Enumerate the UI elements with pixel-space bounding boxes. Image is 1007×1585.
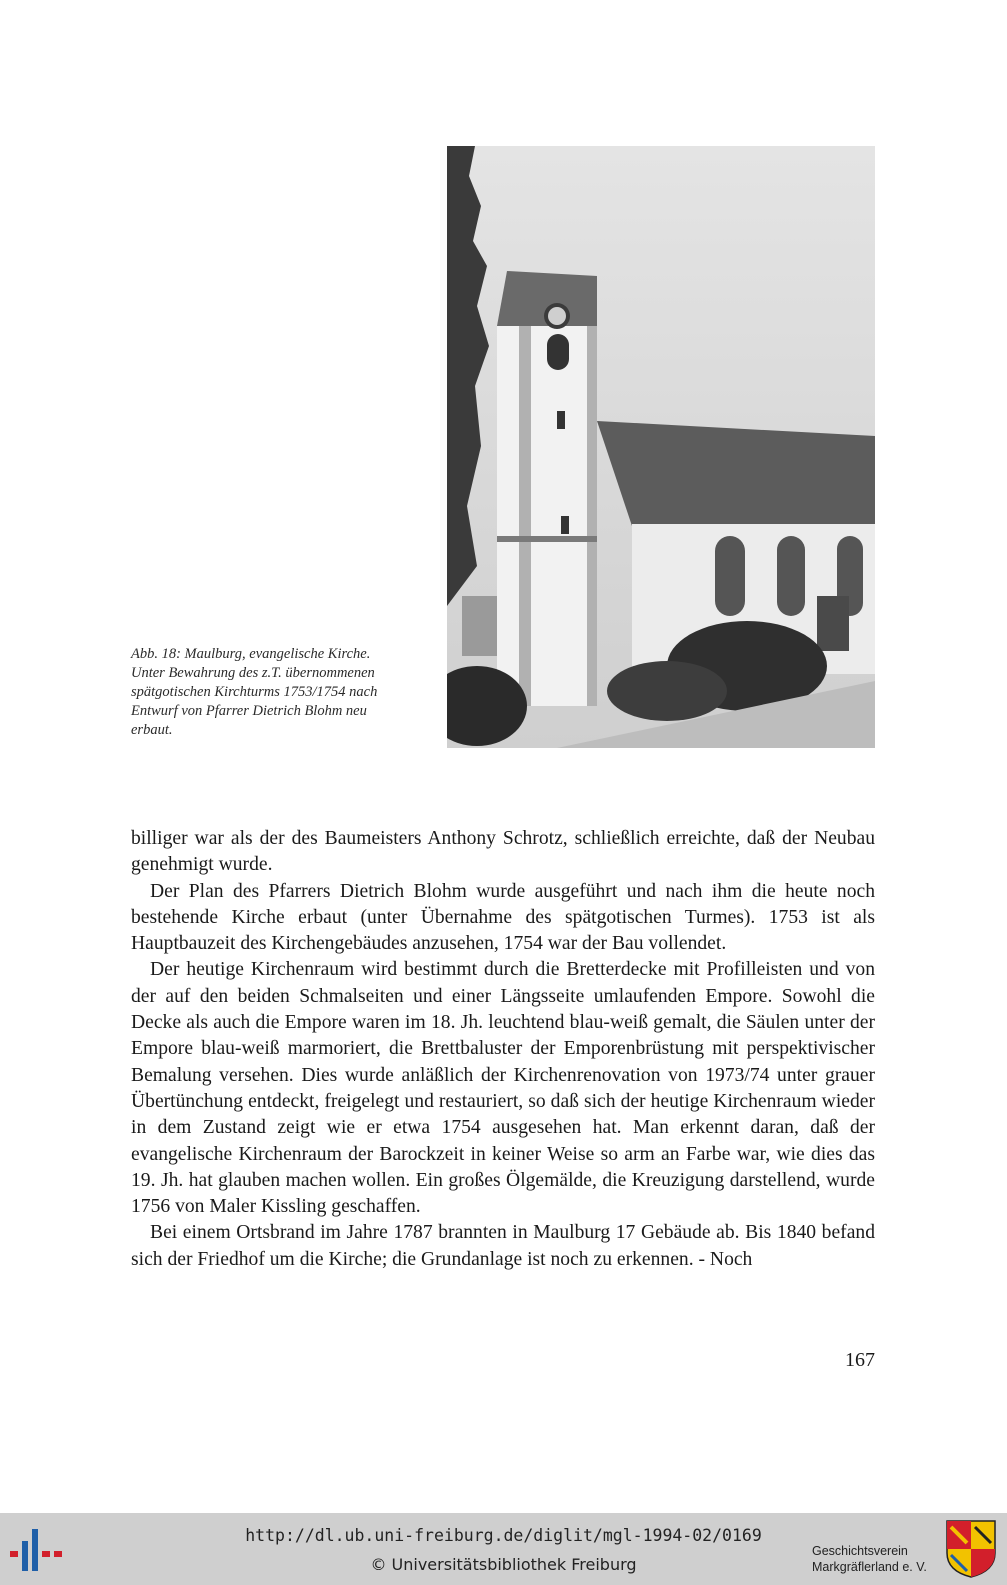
society-name: [812, 1543, 942, 1575]
caption-line: erbaut.: [131, 722, 173, 738]
footer-url-link[interactable]: http://dl.ub.uni-freiburg.de/diglit/mgl-1994-02/0169: [245, 1526, 762, 1545]
society-line: Geschichtsverein: [812, 1544, 908, 1558]
paragraph: Der Plan des Pfarrers Dietrich Blohm wurde ausgeführt und nach ihm die heute noch bestehende Kirche erbaut (unter Übernahme des spätgotischen Turmes). 1753 ist als Hauptbauzeit des Kirchengebäudes anzusehen, 1754 war der Bau vollendet.: [131, 880, 875, 955]
caption-line: spätgotischen Kirchturms 1753/1754 nach: [131, 684, 378, 700]
church-photo: [447, 146, 875, 748]
body-text: [131, 826, 875, 1273]
caption-line: Unter Bewahrung des z.T. übernommenen: [131, 665, 375, 681]
caption-line: Entwurf von Pfarrer Dietrich Blohm neu: [131, 703, 367, 719]
footer-bar: [0, 1513, 1007, 1585]
paragraph: Der heutige Kirchenraum wird bestimmt durch die Bretterdecke mit Profilleisten und von der auf den beiden Schmalseiten und einer Längsseite umlaufenden Empore. Sowohl die Decke als auch die Empore waren im 18. Jh. leuchtend blau-weiß gemalt, die Säulen unter der Empore blau-weiß marmoriert, die Brettbaluster der Emporenbrüstung mit perspektivischer Bemalung versehen. Dies wurde anläßlich der Kirchenrenovation von 1973/74 unter grauer Übertünchung entdeckt, freigelegt und restauriert, so daß sich der heutige Kirchenraum wieder in dem Zustand zeigt wie er etwa 1754 ausgesehen hat. Man erkennt daran, daß der evangelische Kirchenraum der Barockzeit in keiner Weise so arm an Farbe war, wie dies das 19. Jh. hat glauben machen wollen. Ein großes Ölgemälde, die Kreuzigung darstellend, wurde 1756 von Maler Kissling geschaffen.: [131, 959, 875, 1218]
page-number: 167: [845, 1349, 875, 1371]
caption-line: Abb. 18: Maulburg, evangelische Kirche.: [131, 646, 371, 662]
figure-caption: [131, 645, 436, 740]
society-line: Markgräflerland e. V.: [812, 1560, 927, 1574]
paragraph: billiger war als der des Baumeisters Anthony Schrotz, schließlich erreichte, daß der Neubau genehmigt wurde.: [131, 828, 875, 876]
church-photo-image: [447, 146, 875, 748]
coat-of-arms-icon: [945, 1519, 997, 1579]
paragraph: Bei einem Ortsbrand im Jahre 1787 brannten in Maulburg 17 Gebäude ab. Bis 1840 befand sich der Friedhof um die Kirche; die Grundanlage ist noch zu erkennen. - Noch: [131, 1222, 875, 1270]
footer-copyright: © Universitätsbibliothek Freiburg: [370, 1555, 637, 1574]
